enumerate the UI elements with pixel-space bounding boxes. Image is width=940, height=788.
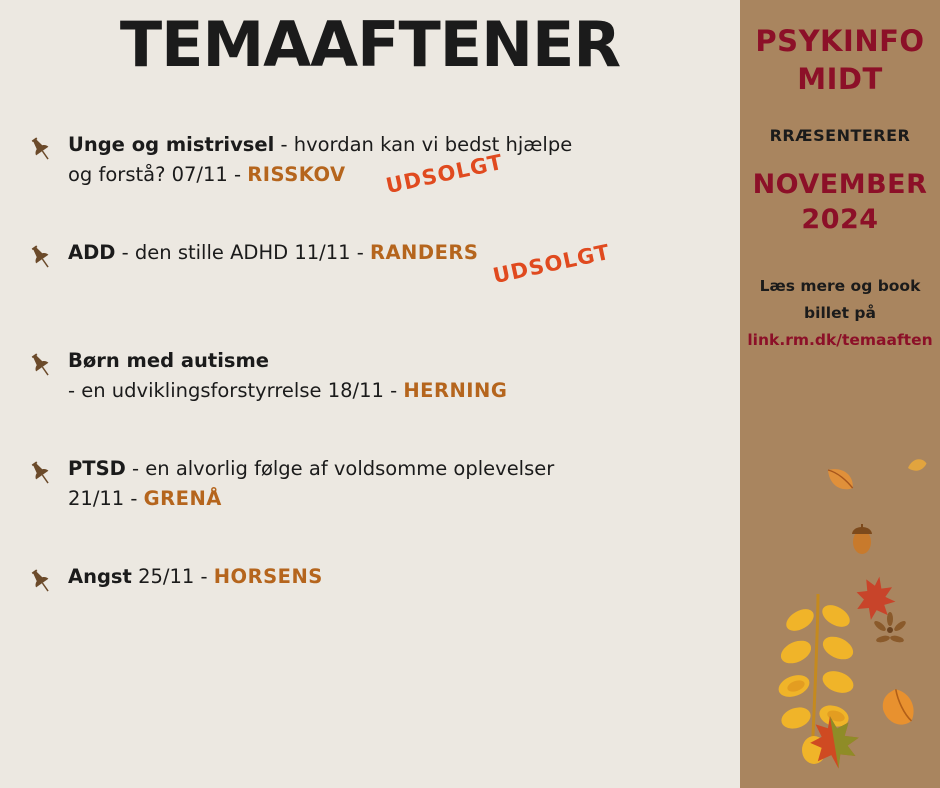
event-city: HORSENS [213, 565, 323, 588]
event-desc-2: 21/11 - [68, 487, 144, 510]
event-text [68, 562, 730, 592]
event-title: PTSD [68, 457, 126, 480]
event-title: Angst [68, 565, 132, 588]
event-text [68, 346, 730, 406]
sold-out-badge: UDSOLGT [383, 149, 506, 199]
list-item[interactable] [0, 346, 740, 454]
event-desc: - en alvorlig følge af voldsomme oplevelser [125, 457, 555, 480]
event-desc: - den stille ADHD 11/11 - [115, 241, 370, 264]
event-title: Unge og mistrivsel [68, 133, 275, 156]
event-desc-2: - en udviklingsforstyrrelse 18/11 - [68, 379, 404, 402]
event-desc-2: og forstå? 07/11 - [68, 163, 248, 186]
pushpin-icon [26, 350, 56, 380]
pushpin-icon [26, 566, 56, 596]
pushpin-icon [26, 134, 56, 164]
booking-link[interactable]: link.rm.dk/temaaften [747, 331, 933, 349]
list-item[interactable] [0, 238, 740, 346]
list-item[interactable] [0, 454, 740, 562]
sidebar [740, 0, 940, 788]
presents-label: RRÆSENTERER [769, 126, 911, 145]
event-city: RANDERS [369, 241, 479, 264]
booking-line-1: Læs mere og book [759, 277, 921, 295]
year-label: 2024 [801, 204, 879, 235]
sold-out-badge: UDSOLGT [490, 239, 613, 289]
pushpin-icon [26, 458, 56, 488]
event-desc: - hvordan kan vi bedst hjælpe [274, 133, 573, 156]
list-item[interactable] [0, 130, 740, 238]
event-city: RISSKOV [247, 163, 346, 186]
page-title: TEMAAFTENER [119, 8, 621, 81]
event-text [68, 454, 730, 514]
list-item[interactable] [0, 562, 740, 670]
booking-info [740, 273, 940, 354]
month-label: NOVEMBER [752, 169, 928, 200]
pushpin-icon [26, 242, 56, 272]
event-desc: 25/11 - [131, 565, 214, 588]
event-title: Børn med autisme [68, 349, 270, 372]
event-city: HERNING [403, 379, 508, 402]
brand-name-line-2: MIDT [797, 62, 883, 96]
brand-name-line-1: PSYKINFO [755, 24, 925, 58]
autumn-leaves-decoration [740, 430, 940, 788]
event-title: ADD [68, 241, 116, 264]
booking-line-2: billet på [804, 304, 876, 322]
event-list [0, 130, 740, 670]
event-city: GRENÅ [143, 487, 222, 510]
event-text [68, 238, 730, 268]
